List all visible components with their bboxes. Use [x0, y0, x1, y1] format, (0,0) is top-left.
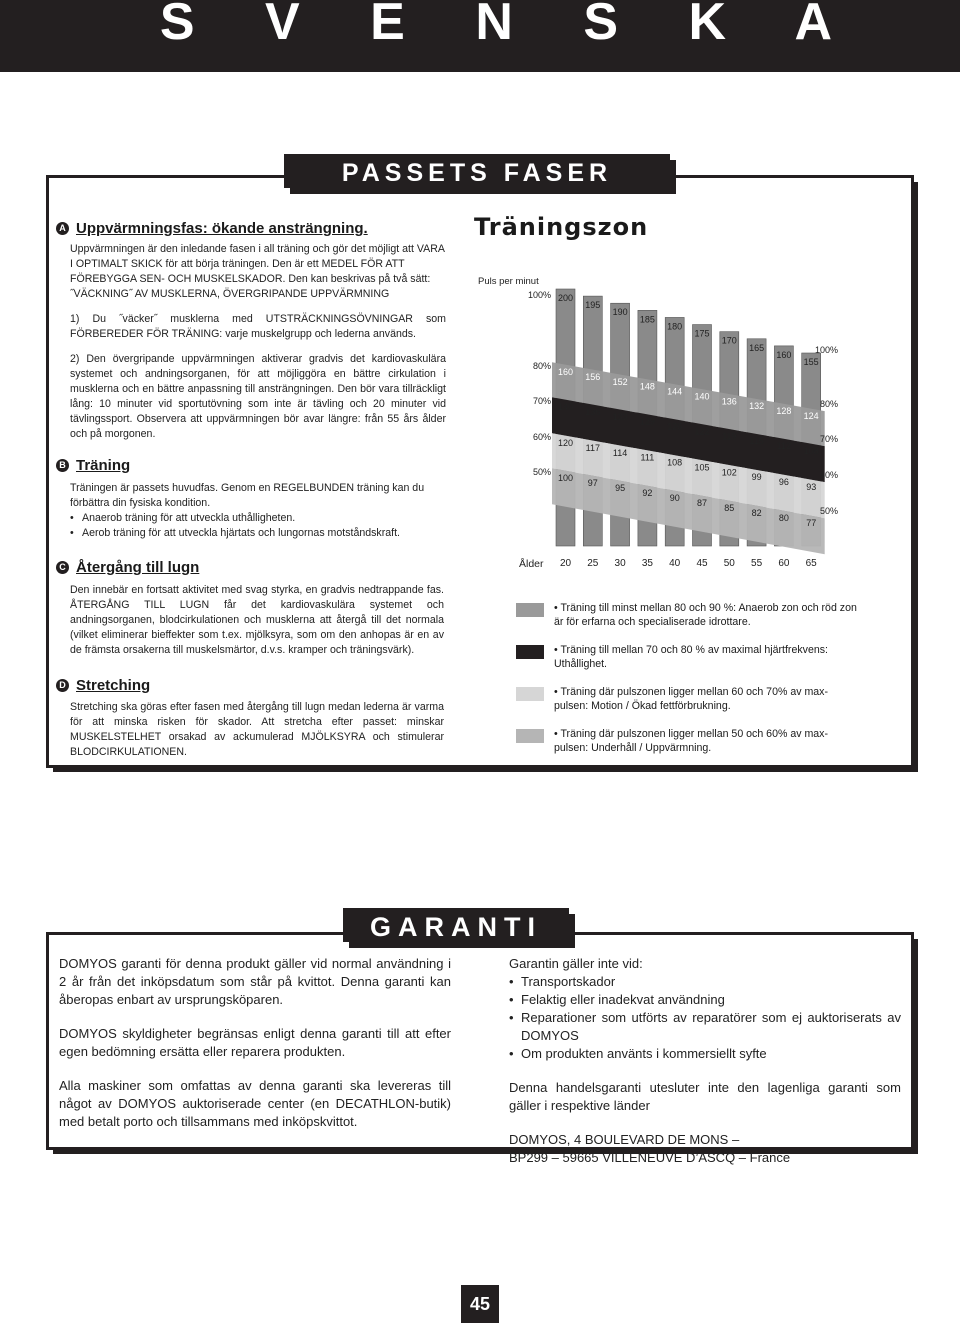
garanti-exclusion-item: • Transportskador — [509, 973, 901, 991]
data-label: 119 — [722, 431, 737, 442]
percent-label-right: 60% — [819, 470, 838, 480]
data-label: 122 — [694, 426, 710, 437]
x-tick-label: 40 — [669, 558, 681, 569]
phase-b-bullet: • Anaerob träning för att utveckla uthålligheten. — [70, 511, 446, 526]
phase-b-bullet: • Aerob träning för att utveckla hjärtats och lungornas motståndskraft. — [70, 526, 446, 541]
data-label: 95 — [615, 483, 626, 493]
data-label: 87 — [696, 498, 708, 508]
data-label: 165 — [749, 342, 765, 353]
x-tick-label: 60 — [778, 558, 790, 569]
percent-label-left: 60% — [532, 432, 551, 442]
data-label: 152 — [612, 376, 628, 387]
garanti-paragraph: DOMYOS skyldigheter begränsas enligt denna garanti till att efter egen bedömning ersätta eller reparera produkten. — [59, 1026, 451, 1059]
garanti-exclusions-intro: Garantin gäller inte vid: — [509, 956, 643, 971]
x-tick-label: 50 — [723, 558, 735, 569]
data-label: 140 — [694, 391, 710, 402]
data-label: 160 — [557, 367, 574, 377]
garanti-exclusion-item: • Reparationer som utförts av reparatörer som ej auktoriserats av DOMYOS — [509, 1009, 901, 1045]
percent-label-left: 100% — [527, 290, 551, 300]
x-tick-label: 45 — [696, 558, 708, 569]
data-label: 128 — [776, 406, 792, 417]
garanti-exclusion-item: • Om produkten använts i kommersiellt syfte — [509, 1045, 901, 1063]
data-label: 97 — [587, 478, 598, 488]
legend-item — [516, 643, 859, 671]
data-label: 93 — [806, 482, 817, 492]
legend-text: • Träning där pulszonen ligger mellan 60 och 70% av max-pulsen: Motion / Ökad fettförbrukning. — [554, 686, 828, 712]
percent-label-right: 80% — [819, 399, 838, 409]
language-title: S V E N S K A — [159, 0, 861, 51]
phase-a-title: Uppvärmningsfas: ökande ansträngning. — [76, 220, 368, 237]
percent-label-left: 80% — [532, 361, 551, 371]
data-label: 200 — [557, 293, 574, 303]
percent-label-left: 70% — [532, 396, 551, 406]
legend-text: • Träning till mellan 70 och 80 % av maximal hjärtfrekvens: Uthållighet. — [554, 644, 828, 670]
garanti-left-column — [59, 955, 451, 1131]
garanti-address-line-2: BP299 – 59665 VILLENEUVE D’ASCQ – France — [509, 1150, 791, 1165]
data-label: 114 — [612, 447, 628, 458]
phase-a-point-1: 1) Du ˝väcker˝ musklerna med UTSTRÄCKNINGSÖVNINGAR som FÖRBEREDER FÖR TRÄNING: varje muskelgrupp och lederna används. — [70, 313, 446, 340]
garanti-address-line-1: DOMYOS, 4 BOULEVARD DE MONS – — [509, 1132, 740, 1147]
data-label: 77 — [806, 518, 817, 528]
legend-text: • Träning där pulszonen ligger mellan 50 och 60% av max-pulsen: Underhåll / Uppvärmning. — [554, 728, 828, 754]
legend-item — [516, 727, 859, 755]
chart-y-label: Puls per minut — [478, 276, 539, 287]
data-label: 175 — [694, 328, 710, 339]
data-label: 108 — [667, 457, 683, 468]
data-label: 124 — [803, 411, 819, 421]
garanti-paragraph: DOMYOS garanti för denna produkt gäller vid normal användning i 2 år från det inköpsdatum som står på kvittot. Denna garanti kan åberopas enbart av ursprungsköparen. — [59, 956, 451, 1007]
page-number: 45 — [461, 1285, 499, 1323]
legend-swatch — [516, 603, 544, 617]
phase-c-text: Den innebär en fortsatt aktivitet med svag styrka, en gradvis nedtrappande fas. ÅTERGÅNG TILL LUGN får det kardiovaskulära systemet och andningsorganen, blodcirkulationen och musklerna att återgå till det normala (vilket eliminerar bieffekter som t.ex. mjölksyra, som om den anhopas är en av de främsta orsakerna till muskelsmärtor, d.v.s. kramper och träningsvärk). — [70, 584, 444, 656]
x-tick-label: 65 — [805, 558, 817, 569]
data-label: 92 — [642, 488, 653, 498]
data-label: 132 — [749, 401, 765, 412]
data-label: 140 — [557, 402, 574, 412]
garanti-title: GARANTI — [343, 908, 569, 942]
garanti-exclusion-item: • Felaktig eller inadekvat användning — [509, 991, 901, 1009]
passets-faser-title: PASSETS FASER — [284, 154, 670, 188]
garanti-legal-note: Denna handelsgaranti utesluter inte den lagenliga garanti som gäller i respektive länder — [509, 1080, 901, 1113]
phase-a-badge: A — [56, 222, 69, 235]
data-label: 160 — [776, 349, 792, 360]
data-label: 85 — [724, 503, 735, 513]
data-label: 136 — [721, 396, 737, 407]
data-label: 99 — [751, 472, 762, 483]
data-label: 117 — [585, 442, 600, 453]
data-label: 155 — [803, 357, 819, 367]
data-label: 80 — [778, 513, 789, 523]
data-label: 170 — [721, 335, 737, 346]
legend-item — [516, 685, 859, 713]
data-label: 108 — [803, 446, 819, 456]
percent-label-right: 70% — [819, 434, 838, 444]
data-label: 156 — [585, 371, 601, 382]
percent-label-left: 50% — [532, 467, 551, 477]
garanti-right-column — [509, 955, 901, 1167]
x-tick-label: 35 — [641, 558, 653, 569]
phase-b-badge: B — [56, 459, 69, 472]
chart-title: Träningszon — [474, 213, 649, 241]
legend-item — [516, 601, 859, 629]
legend-swatch — [516, 687, 544, 701]
phase-d-badge: D — [56, 679, 69, 692]
data-label: 195 — [585, 300, 601, 311]
phase-d-title: Stretching — [76, 677, 151, 694]
data-label: 90 — [669, 493, 680, 503]
percent-label-right: 100% — [814, 345, 838, 355]
percent-label-right: 50% — [819, 506, 838, 516]
x-tick-label: 30 — [614, 558, 626, 569]
phase-c-title: Återgång till lugn — [76, 559, 200, 576]
data-label: 82 — [751, 508, 762, 518]
phase-d-heading — [56, 677, 150, 694]
data-label: 190 — [612, 307, 628, 318]
phase-a-point-2: 2) Den övergripande uppvärmningen aktiverar gradvis det kardiovaskulära systemet och andningsorganen, för att möjliggöra en bättre cirkulation i musklerna och en bättre anpassning till ansträngningen. Den bör vara tillräckligt lång: 10 minuter vid sportutövning som inte är tävling och 20 minuter vid tävlingssport. Observera att uppvärmningen bör avar längre: från 55 års ålder och på morgonen. — [70, 353, 446, 440]
phase-d-body — [70, 700, 444, 760]
chart-x-label: Ålder — [519, 558, 544, 570]
data-label: 148 — [639, 381, 655, 392]
data-label: 115 — [749, 436, 764, 447]
data-label: 126 — [667, 421, 683, 432]
data-label: 185 — [639, 314, 655, 325]
legend-text: • Träning till minst mellan 80 och 90 %: Anaerob zon och röd zon är för erfarna och specialiserade idrottare. — [554, 602, 857, 628]
data-label: 129 — [639, 416, 655, 427]
phase-d-text: Stretching ska göras efter fasen med återgång till lugn medan lederna är varma för att minska risken för skador. Att stretcha efter passet: minskar MUSKELSTELHET orsakad av ackumulerad MJÖLKSYRA och stimulerar BLODCIRKULATIONEN. — [70, 701, 444, 758]
x-tick-label: 20 — [559, 558, 572, 569]
data-label: 112 — [776, 441, 792, 452]
legend-swatch — [516, 645, 544, 659]
data-label: 111 — [640, 452, 655, 463]
data-label: 100 — [557, 473, 574, 483]
data-label: 102 — [721, 467, 737, 478]
data-label: 144 — [667, 386, 683, 397]
data-label: 180 — [667, 321, 683, 332]
data-label: 105 — [694, 462, 710, 473]
phase-c-badge: C — [56, 561, 69, 574]
data-label: 136 — [585, 406, 601, 417]
training-zone-chart — [0, 0, 960, 600]
legend-swatch — [516, 729, 544, 743]
data-label: 133 — [612, 411, 628, 422]
phase-b-intro: Träningen är passets huvudfas. Genom en REGELBUNDEN träning kan du förbättra din fysiska kondition. — [70, 482, 425, 509]
x-tick-label: 55 — [751, 558, 763, 569]
data-label: 96 — [778, 477, 789, 488]
x-tick-label: 25 — [587, 558, 599, 569]
phase-a-intro: Uppvärmningen är den inledande fasen i all träning och gör det möjligt att VARA I OPTIMALT SKICK för att börja träningen. Den är ett MEDEL FÖR ATT FÖREBYGGA SEN- OCH MUSKELSKADOR. Den kan beskrivas på två sätt: ˝VÄCKNING˝ AV MUSKLERNA, ÖVERGRIPANDE UPPVÄRMNING — [70, 243, 445, 300]
garanti-paragraph: Alla maskiner som omfattas av denna garanti ska levereras till något av DOMYOS auktoriserade center (en DECATHLON-butik) med betalt porto och tillsammans med inköpskvittot. — [59, 1078, 451, 1129]
data-label: 120 — [557, 438, 574, 448]
phase-b-title: Träning — [76, 457, 131, 474]
